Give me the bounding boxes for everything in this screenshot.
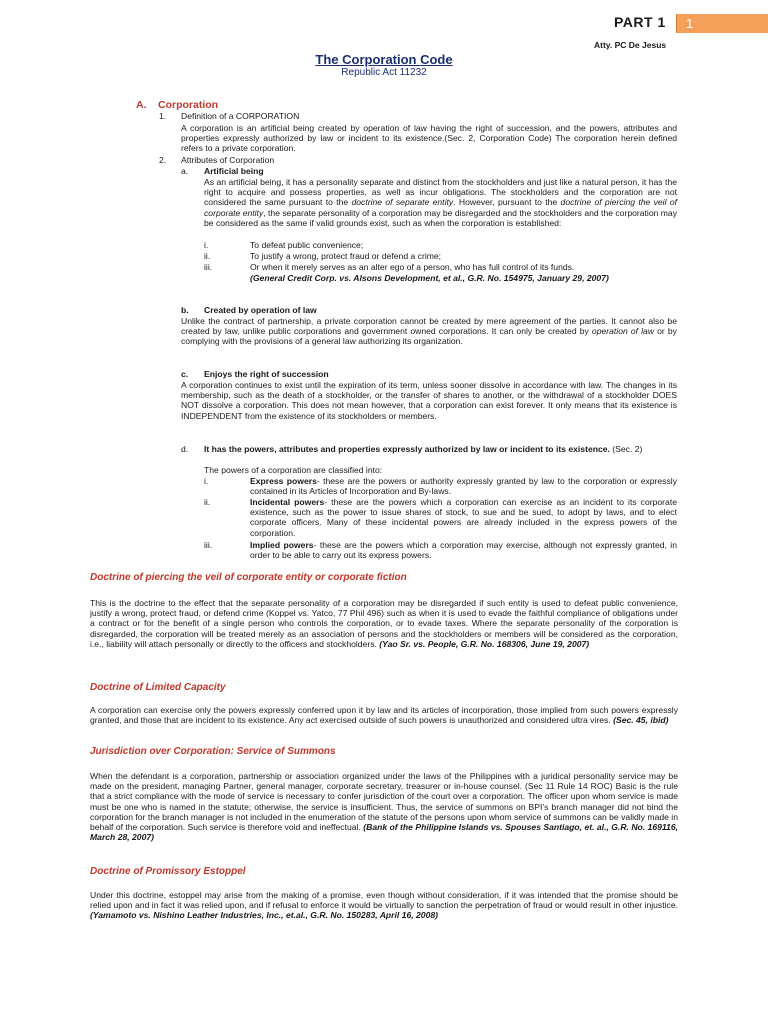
attr-a-italic-2: doctrine of piercing the veil of corporate entity (204, 197, 677, 218)
attr-d-heading (204, 444, 677, 454)
attr-d-heading-suffix: (Sec. 2) (609, 444, 643, 454)
part-label: PART 1 (614, 14, 666, 30)
attr-d-item-2 (250, 497, 677, 538)
doctrine-estoppel-citation: (Yamamoto vs. Nishino Leather Industries, Inc., et.al., G.R. No. 150283, April 16, 2008) (90, 910, 439, 921)
attr-a-item-1: To defeat public convenience; (250, 240, 364, 250)
express-powers-term: Express powers (250, 476, 317, 486)
doctrine-piercing-text: This is the doctrine to the effect that the separate personality of a corporation may be disregarded if such entity is used to defeat public convenience, justify a wrong, protect fraud, or defend crime (Koppel vs. Yatco, 77 Phil 496) such as when it is used to evade the faithful compliance of obligations under a contract or for the benefit of a single person who controls the corporation, or to evade taxes. Where the separate personality of the corporation is disregarded, the corporation will be treated merely as an association of persons and the stockholders or members will be considered as the corporation, i.e., liability will attach personally or directly to the officers and stockholders. (90, 598, 678, 649)
attr-a-item-2: To justify a wrong, protect fraud or defend a crime; (250, 251, 442, 261)
doctrine-estoppel-text: Under this doctrine, estoppel may arise from the making of a promise, even though without consideration, if it was intended that the promise should be relied upon and in fact it was relied upon, and if refusal to enforce it would be virtually to sanction the perpetration of fraud or would result in other injustice. (90, 890, 678, 911)
section-a-heading (136, 99, 218, 111)
attr-a-item-1-number: i. (204, 240, 209, 250)
attr-d-heading-text: It has the powers, attributes and properties expressly authorized by law or incident to its existence. (204, 444, 610, 454)
item-2-heading: Attributes of Corporation (181, 155, 275, 165)
attr-b-heading (204, 305, 676, 315)
attr-b-letter: b. (181, 305, 189, 315)
attr-c-heading (204, 369, 676, 379)
item-2-number: 2. (159, 155, 167, 165)
attr-a-italic-1: doctrine of separate entity (351, 197, 454, 208)
attr-c-heading-text: Enjoys the right of succession (204, 369, 329, 379)
incidental-powers-text: - these are the powers which a corporation can exercise as an incident to its corporate existence, such as the power to issue shares of stock, to sue and be sued, to adopt by laws, and to elect corporate officers. Many of these incidental powers are already included in the express powers of the corporation. (250, 497, 677, 538)
doctrine-limited-capacity-heading: Doctrine of Limited Capacity (90, 682, 226, 693)
attr-d-item-1 (250, 476, 677, 496)
attr-d-item-1-number: i. (204, 476, 209, 486)
section-title: Corporation (158, 99, 219, 111)
attr-d-item-3 (250, 540, 677, 560)
doctrine-limited-capacity-text: A corporation can exercise only the powers expressly conferred upon it by law and its articles of incorporation, those implied from such powers expressly granted, and those that are incident to its existence. Any act exercised outside of such powers is unauthorized and considered ultra vires. (90, 705, 678, 726)
attr-d-intro: The powers of a corporation are classified into: (204, 465, 383, 475)
attr-a-item-2-number: ii. (204, 251, 211, 261)
attr-d-item-2-number: ii. (204, 497, 211, 507)
page-number-badge: 1 (677, 14, 768, 33)
attr-c-letter: c. (181, 369, 189, 379)
attr-b-text-2: or by complying with the provisions of a general law authorizing its organization. (181, 326, 677, 347)
doctrine-estoppel-heading: Doctrine of Promissory Estoppel (90, 866, 246, 877)
doctrine-limited-capacity-citation: (Sec. 45, ibid) (613, 715, 669, 726)
attr-c-body: A corporation continues to exist until the expiration of its term, unless sooner dissolve in accordance with law. The changes in its membership, such as the death of a stockholder, or the transfer of shares to another, or the withdrawal of a stockholder DOES NOT dissolve a corporation. This does not mean however, that a corporation can exist forever. It only means that its existence is INDEPENDENT from the existence of its stockholders or members. (181, 380, 677, 421)
attr-a-heading (204, 166, 676, 176)
page-subtitle: Republic Act 11232 (341, 67, 427, 78)
doctrine-summons-text: When the defendant is a corporation, partnership or association organized under the laws of the Philippines with a juridical personality service may be made on the president, managing Partner, general manager, corporate secretary, treasurer or in-house counsel. (Sec 11 Rule 14 ROC) Basic is the rule that a strict compliance with the mode of service is necessary to confer jurisdiction of the court over a corporation. The officer upon whom service is made must be one who is named in the statute; otherwise, the service is insufficient. Thus, the service of summons on BPI’s branch manager did not bind the corporation for the branch manager is not included in the enumeration of the statute of the persons upon whom service of summons can be validly made in behalf of the corporation. Such service is therefore void and ineffectual. (90, 771, 678, 833)
attr-a-letter: a. (181, 166, 189, 176)
incidental-powers-term: Incidental powers (250, 497, 325, 507)
attr-a-heading-text: Artificial being (204, 166, 264, 176)
doctrine-limited-capacity-body (90, 705, 678, 725)
attr-b-heading-text: Created by operation of law (204, 305, 317, 315)
attr-a-citation: (General Credit Corp. vs. Alsons Development, et al., G.R. No. 154975, January 29, 2007) (250, 273, 609, 283)
item-1-heading: Definition of a CORPORATION (181, 111, 300, 121)
doctrine-piercing-citation: (Yao Sr. vs. People, G.R. No. 168306, June 19, 2007) (379, 638, 590, 649)
doctrine-summons-heading: Jurisdiction over Corporation: Service of Summons (90, 746, 336, 757)
implied-powers-text: - these are the powers which a corporation may exercise, although not expressly granted, in order to be able to carry out its express powers. (250, 540, 677, 561)
express-powers-text: - these are the powers or authority expressly granted by law to the corporation or expressly contained in its Articles of Incorporation and By-laws. (250, 476, 677, 497)
attr-a-item-3-number: iii. (204, 262, 213, 272)
doctrine-piercing-body (90, 598, 678, 649)
attr-d-item-3-number: iii. (204, 540, 213, 550)
attr-a-text-3: , the separate personality of a corporation may be disregarded and the stockholders and the corporation may be considered as the same if valid grounds exist, such as when the corporation is established: (204, 207, 678, 228)
item-1-body: A corporation is an artificial being created by operation of law having the right of succession, and the powers, attributes and properties expressly authorized by law or incident to its existence.(Sec. 2, Corporation Code) The corporation herein defined refers to a private corporation. (181, 123, 677, 154)
section-letter: A. (136, 99, 147, 111)
attr-b-italic: operation of law (591, 326, 655, 337)
page-title: The Corporation Code (315, 52, 453, 67)
attr-a-text-1: As an artificial being, it has a personality separate and distinct from the stockholders and just like a natural person, it has the right to acquire and possess properties, as well as incur obligations. The stockholders and the corporation are not considered the same pursuant to the (204, 177, 677, 208)
attr-a-text-2: . However, pursuant to the (453, 197, 561, 208)
attr-d-letter: d. (181, 444, 189, 454)
doctrine-summons-citation: (Bank of the Philippine Islands vs. Spouses Santiago, et. al., G.R. No. 169116, March 28, 2007) (90, 822, 678, 843)
implied-powers-term: Implied powers (250, 540, 314, 550)
attr-b-body (181, 316, 677, 347)
attr-a-item-3: Or when it merely serves as an alter ego of a person, who has full control of its funds. (250, 262, 575, 272)
doctrine-piercing-heading: Doctrine of piercing the veil of corporate entity or corporate fiction (90, 572, 407, 583)
attr-a-body (204, 177, 677, 228)
doctrine-estoppel-body (90, 890, 678, 921)
attr-b-text-1: Unlike the contract of partnership, a private corporation cannot be created by mere agreement of the parties. It cannot also be created by law, unlike public corporations and government owned corporations. It can only be created by (181, 316, 677, 337)
author-name: Atty. PC De Jesus (594, 40, 667, 50)
doctrine-summons-body (90, 771, 678, 842)
item-1-number: 1. (159, 111, 167, 121)
